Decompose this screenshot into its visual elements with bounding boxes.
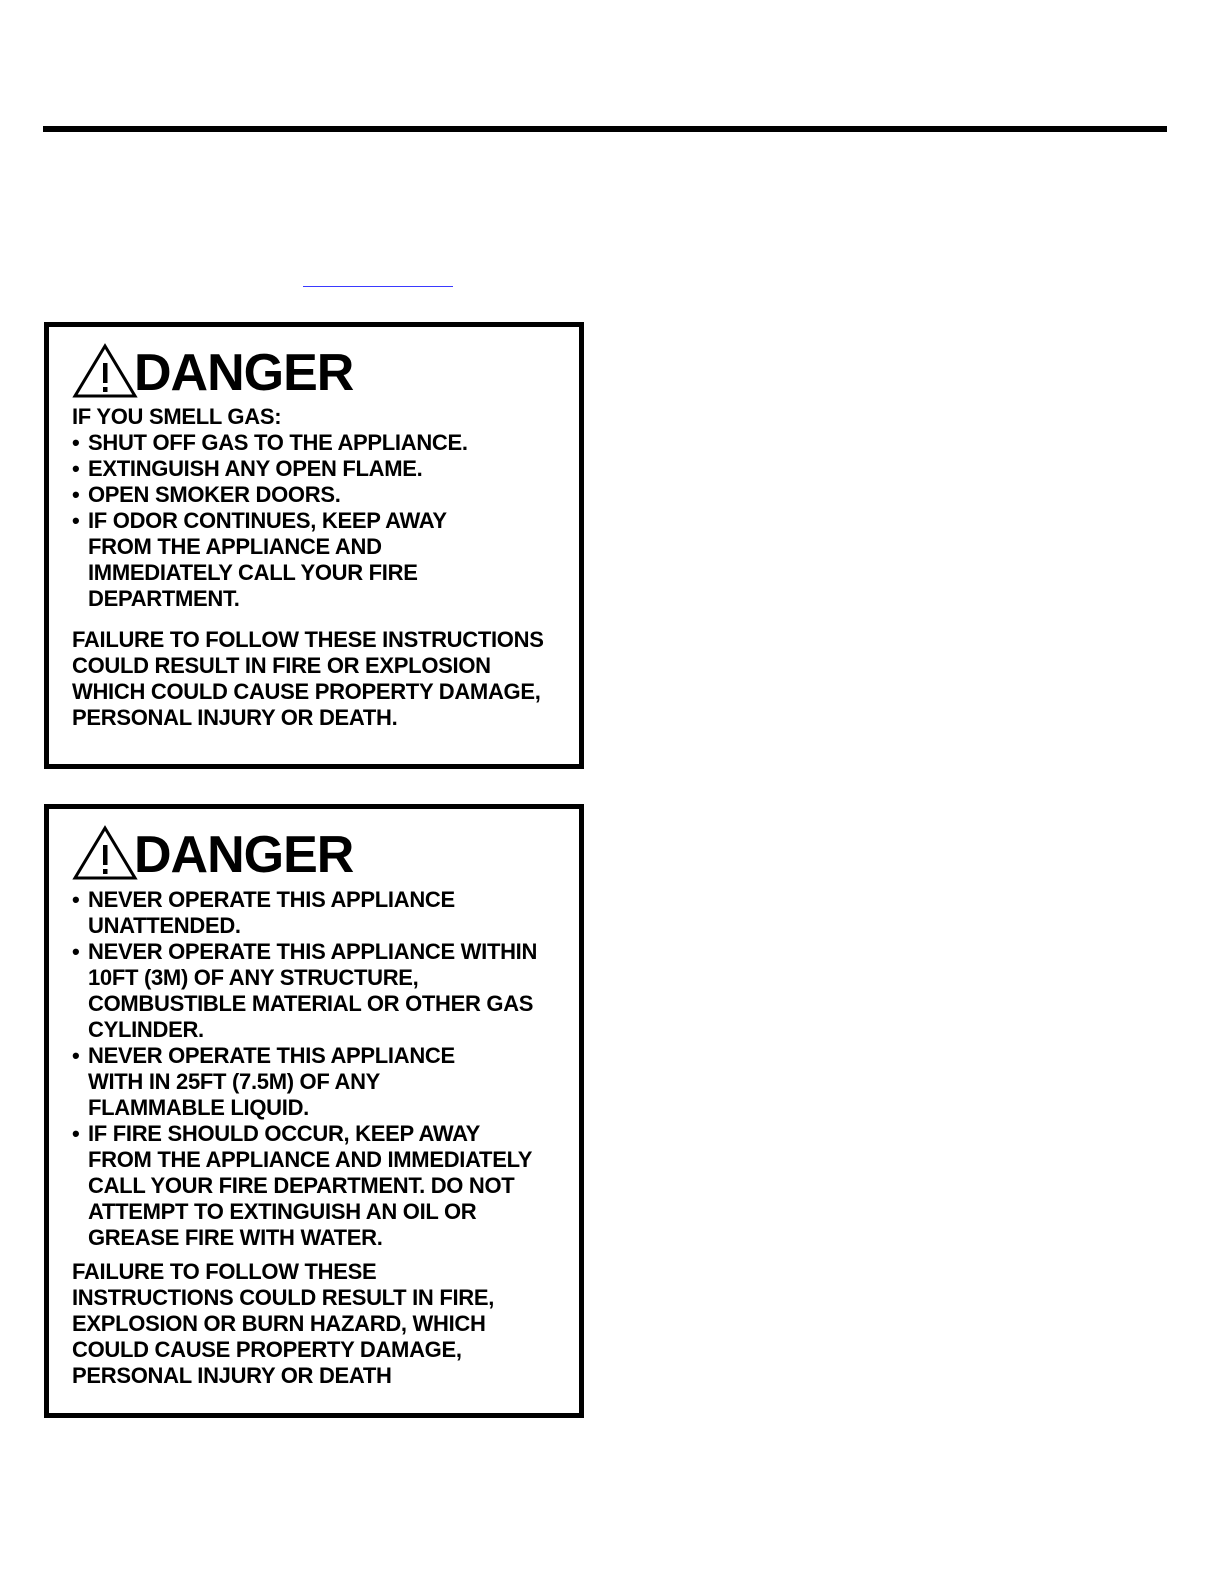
- bullet-item: • NEVER OPERATE THIS APPLIANCE UNATTENDED.: [72, 887, 455, 938]
- danger-title: DANGER: [134, 826, 354, 884]
- bullet-item: • IF FIRE SHOULD OCCUR, KEEP AWAY FROM THE APPLIANCE AND IMMEDIATELY CALL YOUR FIRE DEPARTMENT. DO NOT ATTEMPT TO EXTINGUISH AN OIL OR GREASE FIRE WITH WATER.: [72, 1121, 532, 1250]
- warning-triangle-icon: [72, 343, 138, 399]
- notice-content: [72, 887, 565, 1389]
- danger-header: [72, 343, 354, 402]
- danger-notice-gas: [44, 322, 584, 769]
- danger-title: DANGER: [134, 344, 354, 402]
- bullet-item: • OPEN SMOKER DOORS.: [72, 482, 341, 507]
- warning-triangle-icon: [72, 825, 138, 881]
- bullet-item: • IF ODOR CONTINUES, KEEP AWAY FROM THE APPLIANCE AND IMMEDIATELY CALL YOUR FIRE DEPARTMENT.: [72, 508, 447, 611]
- danger-header: [72, 825, 354, 884]
- bullet-item: • EXTINGUISH ANY OPEN FLAME.: [72, 456, 423, 481]
- bullet-item: • SHUT OFF GAS TO THE APPLIANCE.: [72, 430, 468, 455]
- consequence-warning: FAILURE TO FOLLOW THESE INSTRUCTIONS COULD RESULT IN FIRE, EXPLOSION OR BURN HAZARD, WHICH COULD CAUSE PROPERTY DAMAGE, PERSONAL INJURY OR DEATH: [72, 1259, 495, 1388]
- link-underline[interactable]: [303, 286, 453, 287]
- notice-intro: IF YOU SMELL GAS:: [72, 404, 282, 429]
- consequence-warning: FAILURE TO FOLLOW THESE INSTRUCTIONS COULD RESULT IN FIRE OR EXPLOSION WHICH COULD CAUSE PROPERTY DAMAGE, PERSONAL INJURY OR DEATH.: [72, 627, 544, 730]
- top-rule: [43, 126, 1167, 132]
- notice-content: [72, 404, 565, 731]
- bullet-item: • NEVER OPERATE THIS APPLIANCE WITHIN 10FT (3M) OF ANY STRUCTURE, COMBUSTIBLE MATERIAL OR OTHER GAS CYLINDER.: [72, 939, 538, 1042]
- bullet-item: • NEVER OPERATE THIS APPLIANCE WITH IN 25FT (7.5M) OF ANY FLAMMABLE LIQUID.: [72, 1043, 455, 1120]
- danger-notice-fire: [44, 804, 584, 1418]
